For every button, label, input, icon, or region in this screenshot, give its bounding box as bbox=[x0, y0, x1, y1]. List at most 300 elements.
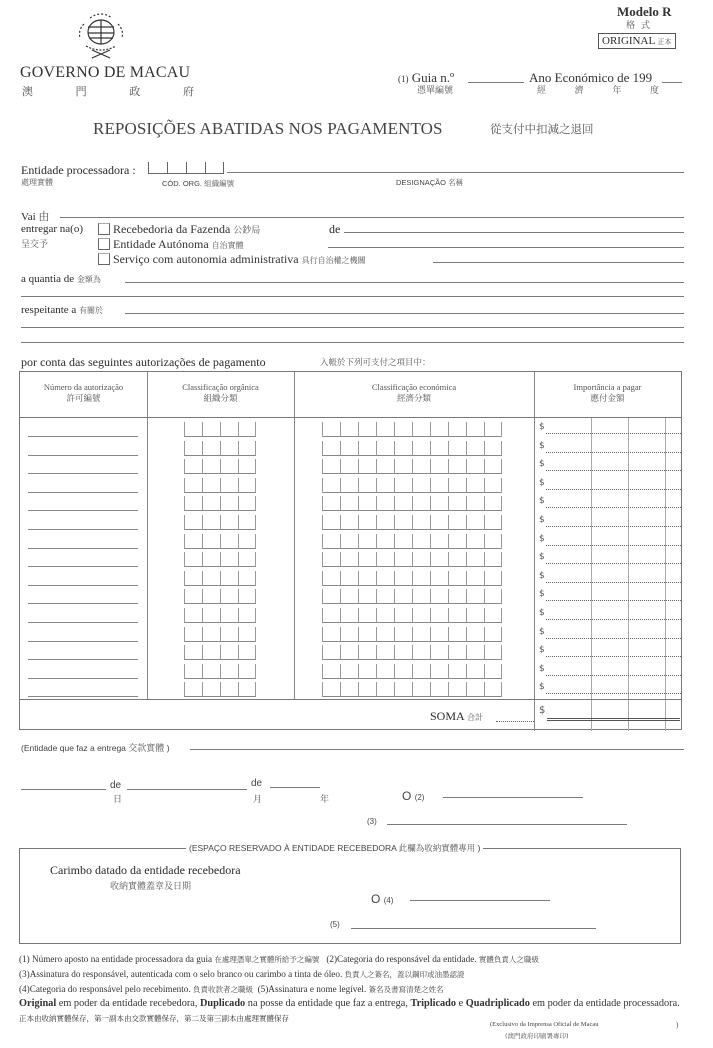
organic-class-digit-box[interactable] bbox=[202, 682, 220, 697]
economic-class-digit-box[interactable] bbox=[412, 608, 430, 623]
economic-class-digit-box[interactable] bbox=[394, 441, 412, 456]
economic-class-digit-box[interactable] bbox=[376, 589, 394, 604]
amount-field[interactable] bbox=[539, 441, 681, 451]
economic-class-digit-box[interactable] bbox=[412, 645, 430, 660]
organic-class-digit-box[interactable] bbox=[184, 589, 202, 604]
auth-number-field[interactable] bbox=[28, 603, 138, 604]
organic-class-digit-box[interactable] bbox=[184, 664, 202, 679]
recebedoria-checkbox[interactable] bbox=[98, 223, 110, 235]
amount-leader-dots bbox=[546, 526, 681, 527]
economic-class-digit-box[interactable] bbox=[394, 459, 412, 474]
economic-class-digit-box[interactable] bbox=[322, 552, 340, 567]
auth-number-field[interactable] bbox=[28, 492, 138, 493]
amount-field[interactable] bbox=[539, 496, 681, 506]
economic-class-digit-box[interactable] bbox=[430, 515, 448, 530]
auth-number-field[interactable] bbox=[28, 678, 138, 679]
economic-class-digit-box[interactable] bbox=[412, 478, 430, 493]
economic-class-digit-box[interactable] bbox=[448, 645, 466, 660]
economic-class-digit-box[interactable] bbox=[466, 589, 484, 604]
de-label: de bbox=[329, 222, 341, 236]
economic-class-digit-box[interactable] bbox=[394, 478, 412, 493]
amount-field[interactable] bbox=[539, 571, 681, 581]
organic-class-digit-box[interactable] bbox=[202, 571, 220, 586]
organic-class-digit-box[interactable] bbox=[184, 496, 202, 511]
org-code-box[interactable] bbox=[148, 162, 167, 174]
amount-field-continued[interactable] bbox=[21, 296, 684, 297]
economic-class-digit-box[interactable] bbox=[484, 682, 502, 697]
economic-class-digit-box[interactable] bbox=[484, 664, 502, 679]
organic-class-digit-box[interactable] bbox=[184, 571, 202, 586]
organic-class-digit-box[interactable] bbox=[238, 515, 256, 530]
economic-class-digit-box[interactable] bbox=[322, 608, 340, 623]
table-row bbox=[20, 476, 681, 494]
amount-field[interactable] bbox=[539, 627, 681, 637]
responsible-category-field[interactable] bbox=[443, 797, 583, 798]
economic-class-boxes bbox=[322, 682, 502, 697]
economic-class-digit-box[interactable] bbox=[376, 552, 394, 567]
economic-class-digit-box[interactable] bbox=[430, 552, 448, 567]
auth-number-field[interactable] bbox=[28, 436, 138, 437]
economic-class-digit-box[interactable] bbox=[322, 422, 340, 437]
auth-number-field[interactable] bbox=[28, 529, 138, 530]
economic-class-digit-box[interactable] bbox=[448, 608, 466, 623]
stamp-label-cjk: 收納實體蓋章及日期 bbox=[110, 882, 192, 892]
organic-class-digit-box[interactable] bbox=[184, 682, 202, 697]
economic-class-digit-box[interactable] bbox=[466, 422, 484, 437]
economic-class-digit-box[interactable] bbox=[430, 441, 448, 456]
economic-class-digit-box[interactable] bbox=[448, 496, 466, 511]
economic-class-digit-box[interactable] bbox=[340, 589, 358, 604]
economic-class-digit-box[interactable] bbox=[322, 459, 340, 474]
economic-class-digit-box[interactable] bbox=[376, 496, 394, 511]
organic-class-digit-box[interactable] bbox=[220, 645, 238, 660]
economic-class-digit-box[interactable] bbox=[448, 571, 466, 586]
organic-class-digit-box[interactable] bbox=[238, 552, 256, 567]
economic-class-digit-box[interactable] bbox=[322, 515, 340, 530]
guia-label-text: Guia n.º bbox=[411, 70, 455, 85]
organic-class-digit-box[interactable] bbox=[184, 534, 202, 549]
authorizations-intro-cjk: 入帳於下列可支付之項目中： bbox=[320, 358, 431, 368]
economic-class-digit-box[interactable] bbox=[340, 515, 358, 530]
organic-class-digit-box[interactable] bbox=[220, 496, 238, 511]
economic-class-digit-box[interactable] bbox=[394, 589, 412, 604]
organic-class-digit-box[interactable] bbox=[238, 627, 256, 642]
economic-class-digit-box[interactable] bbox=[466, 552, 484, 567]
date-de-label: de bbox=[110, 780, 122, 791]
economic-class-digit-box[interactable] bbox=[484, 422, 502, 437]
economic-class-digit-box[interactable] bbox=[412, 682, 430, 697]
economic-class-digit-box[interactable] bbox=[430, 589, 448, 604]
organic-class-digit-box[interactable] bbox=[202, 664, 220, 679]
economic-class-digit-box[interactable] bbox=[430, 645, 448, 660]
economic-class-digit-box[interactable] bbox=[448, 627, 466, 642]
economic-class-digit-box[interactable] bbox=[448, 515, 466, 530]
organic-class-digit-box[interactable] bbox=[202, 608, 220, 623]
auth-number-field[interactable] bbox=[28, 696, 138, 697]
economic-class-digit-box[interactable] bbox=[358, 515, 376, 530]
economic-class-digit-box[interactable] bbox=[484, 627, 502, 642]
organic-class-digit-box[interactable] bbox=[202, 478, 220, 493]
organic-class-digit-box[interactable] bbox=[220, 534, 238, 549]
economic-class-digit-box[interactable] bbox=[412, 459, 430, 474]
document-title: REPOSIÇÕES ABATIDAS NOS PAGAMENTOS bbox=[93, 119, 443, 138]
organic-class-boxes bbox=[184, 552, 256, 567]
currency-symbol: $ bbox=[539, 626, 545, 637]
delivering-entity-field[interactable] bbox=[190, 749, 684, 750]
economic-class-digit-box[interactable] bbox=[340, 608, 358, 623]
organic-class-digit-box[interactable] bbox=[220, 422, 238, 437]
economic-class-digit-box[interactable] bbox=[466, 496, 484, 511]
economic-class-digit-box[interactable] bbox=[340, 664, 358, 679]
economic-class-digit-box[interactable] bbox=[358, 589, 376, 604]
economic-class-digit-box[interactable] bbox=[358, 441, 376, 456]
economic-class-digit-box[interactable] bbox=[430, 571, 448, 586]
auth-number-field[interactable] bbox=[28, 641, 138, 642]
footnote-ref: (2) bbox=[414, 793, 425, 802]
economic-class-digit-box[interactable] bbox=[394, 534, 412, 549]
currency-symbol: $ bbox=[539, 477, 545, 488]
economic-class-digit-box[interactable] bbox=[484, 441, 502, 456]
column-header-text: Número da autorização bbox=[43, 382, 124, 392]
economic-class-digit-box[interactable] bbox=[340, 441, 358, 456]
economic-class-digit-box[interactable] bbox=[340, 478, 358, 493]
economic-class-digit-box[interactable] bbox=[466, 441, 484, 456]
responsible-signature-field[interactable] bbox=[387, 824, 627, 825]
economic-class-digit-box[interactable] bbox=[394, 496, 412, 511]
amount-field[interactable] bbox=[539, 422, 681, 432]
economic-class-digit-box[interactable] bbox=[484, 608, 502, 623]
entidade-autonoma-detail-field[interactable] bbox=[328, 247, 684, 248]
economic-class-digit-box[interactable] bbox=[358, 478, 376, 493]
date-day-field[interactable] bbox=[21, 789, 106, 790]
auth-number-field[interactable] bbox=[28, 473, 138, 474]
organic-class-digit-box[interactable] bbox=[238, 571, 256, 586]
economic-class-digit-box[interactable] bbox=[358, 645, 376, 660]
auth-number-field[interactable] bbox=[28, 585, 138, 586]
organic-class-digit-box[interactable] bbox=[238, 496, 256, 511]
economic-class-digit-box[interactable] bbox=[484, 459, 502, 474]
economic-class-digit-box[interactable] bbox=[322, 534, 340, 549]
economic-class-digit-box[interactable] bbox=[412, 441, 430, 456]
designation-field[interactable] bbox=[227, 172, 684, 173]
date-month-field[interactable] bbox=[127, 789, 247, 790]
amount-leader-dots bbox=[546, 600, 681, 601]
economic-class-digit-box[interactable] bbox=[412, 515, 430, 530]
economic-class-digit-box[interactable] bbox=[394, 422, 412, 437]
entidade-autonoma-checkbox[interactable] bbox=[98, 238, 110, 250]
economic-class-digit-box[interactable] bbox=[340, 552, 358, 567]
auth-number-field[interactable] bbox=[28, 455, 138, 456]
amount-field[interactable] bbox=[539, 589, 681, 599]
auth-number-field[interactable] bbox=[28, 622, 138, 623]
economic-class-digit-box[interactable] bbox=[322, 645, 340, 660]
organic-class-digit-box[interactable] bbox=[220, 459, 238, 474]
organic-class-digit-box[interactable] bbox=[202, 459, 220, 474]
servico-autonomia-detail-field[interactable] bbox=[433, 262, 684, 263]
economic-class-digit-box[interactable] bbox=[322, 571, 340, 586]
economic-class-digit-box[interactable] bbox=[394, 645, 412, 660]
economic-class-digit-box[interactable] bbox=[430, 496, 448, 511]
economic-class-digit-box[interactable] bbox=[412, 627, 430, 642]
economic-class-boxes bbox=[322, 459, 502, 474]
organic-class-digit-box[interactable] bbox=[220, 441, 238, 456]
amount-field[interactable] bbox=[539, 515, 681, 525]
organic-class-digit-box[interactable] bbox=[202, 422, 220, 437]
footnote-3 bbox=[19, 969, 465, 980]
economic-class-digit-box[interactable] bbox=[484, 534, 502, 549]
organic-class-digit-box[interactable] bbox=[220, 515, 238, 530]
organic-class-digit-box[interactable] bbox=[184, 608, 202, 623]
reserved-box-legend bbox=[186, 842, 483, 854]
economic-class-digit-box[interactable] bbox=[340, 682, 358, 697]
delivering-entity-cjk: 交款實體 bbox=[128, 744, 165, 754]
economic-class-digit-box[interactable] bbox=[358, 664, 376, 679]
economic-class-digit-box[interactable] bbox=[340, 496, 358, 511]
economic-class-digit-box[interactable] bbox=[448, 441, 466, 456]
economic-class-digit-box[interactable] bbox=[376, 608, 394, 623]
economic-class-digit-box[interactable] bbox=[358, 496, 376, 511]
auth-number-field[interactable] bbox=[28, 566, 138, 567]
organic-class-digit-box[interactable] bbox=[220, 589, 238, 604]
organic-class-digit-box[interactable] bbox=[184, 478, 202, 493]
economic-class-digit-box[interactable] bbox=[358, 552, 376, 567]
organic-class-digit-box[interactable] bbox=[220, 682, 238, 697]
organic-class-digit-box[interactable] bbox=[220, 478, 238, 493]
economic-class-digit-box[interactable] bbox=[394, 682, 412, 697]
economic-class-digit-box[interactable] bbox=[466, 682, 484, 697]
economic-class-digit-box[interactable] bbox=[448, 552, 466, 567]
economic-class-digit-box[interactable] bbox=[358, 682, 376, 697]
authorizations-intro: por conta das seguintes autorizações de pagamento bbox=[21, 355, 266, 369]
economic-class-digit-box[interactable] bbox=[448, 422, 466, 437]
economic-class-digit-box[interactable] bbox=[394, 664, 412, 679]
organic-class-digit-box[interactable] bbox=[184, 441, 202, 456]
economic-class-digit-box[interactable] bbox=[484, 515, 502, 530]
economic-class-digit-box[interactable] bbox=[394, 552, 412, 567]
economic-class-digit-box[interactable] bbox=[466, 608, 484, 623]
amount-field[interactable] bbox=[539, 534, 681, 544]
economic-class-digit-box[interactable] bbox=[484, 645, 502, 660]
economic-class-digit-box[interactable] bbox=[322, 478, 340, 493]
economic-class-digit-box[interactable] bbox=[412, 589, 430, 604]
economic-class-digit-box[interactable] bbox=[376, 478, 394, 493]
economic-class-digit-box[interactable] bbox=[466, 515, 484, 530]
respecting-field-continued[interactable] bbox=[21, 342, 684, 343]
guia-number-field[interactable] bbox=[468, 82, 524, 83]
economic-class-digit-box[interactable] bbox=[340, 571, 358, 586]
amount-field[interactable] bbox=[539, 608, 681, 618]
receiver-category-field[interactable] bbox=[410, 900, 550, 901]
economic-class-digit-box[interactable] bbox=[340, 534, 358, 549]
economic-class-digit-box[interactable] bbox=[430, 608, 448, 623]
date-year-field[interactable] bbox=[270, 787, 320, 788]
economic-class-digit-box[interactable] bbox=[322, 496, 340, 511]
economic-class-digit-box[interactable] bbox=[412, 664, 430, 679]
economic-class-digit-box[interactable] bbox=[484, 552, 502, 567]
economic-class-digit-box[interactable] bbox=[376, 664, 394, 679]
organic-class-digit-box[interactable] bbox=[202, 441, 220, 456]
economic-class-digit-box[interactable] bbox=[322, 589, 340, 604]
respecting-field[interactable] bbox=[125, 313, 684, 314]
economic-class-digit-box[interactable] bbox=[412, 552, 430, 567]
economic-class-digit-box[interactable] bbox=[484, 496, 502, 511]
economic-class-digit-box[interactable] bbox=[484, 478, 502, 493]
organic-class-digit-box[interactable] bbox=[238, 478, 256, 493]
copy-distribution-note-cjk: 正本由收納實體保存，第一副本由交款實體保存，第二及第三副本由處理實體保存 bbox=[19, 1014, 289, 1023]
organic-class-digit-box[interactable] bbox=[238, 664, 256, 679]
economic-class-digit-box[interactable] bbox=[448, 459, 466, 474]
organic-class-digit-box[interactable] bbox=[202, 515, 220, 530]
economic-class-digit-box[interactable] bbox=[376, 627, 394, 642]
vai-field[interactable] bbox=[60, 217, 684, 218]
sum-total-field[interactable] bbox=[547, 718, 680, 721]
economic-class-digit-box[interactable] bbox=[376, 534, 394, 549]
amount-field[interactable] bbox=[539, 478, 681, 488]
organic-class-digit-box[interactable] bbox=[202, 589, 220, 604]
column-header-cjk: 許可編號 bbox=[66, 394, 101, 404]
organic-class-digit-box[interactable] bbox=[238, 534, 256, 549]
economic-class-digit-box[interactable] bbox=[340, 459, 358, 474]
signature-ref-label: (3) bbox=[367, 817, 377, 826]
economic-class-digit-box[interactable] bbox=[322, 682, 340, 697]
amount-leader-dots bbox=[546, 470, 681, 471]
economic-class-digit-box[interactable] bbox=[466, 478, 484, 493]
economic-class-digit-box[interactable] bbox=[448, 534, 466, 549]
economic-class-digit-box[interactable] bbox=[466, 571, 484, 586]
economic-class-digit-box[interactable] bbox=[412, 571, 430, 586]
org-code-box[interactable] bbox=[167, 162, 186, 174]
economic-class-digit-box[interactable] bbox=[358, 422, 376, 437]
economic-class-digit-box[interactable] bbox=[394, 571, 412, 586]
organic-class-digit-box[interactable] bbox=[184, 552, 202, 567]
economic-class-digit-box[interactable] bbox=[376, 515, 394, 530]
organic-class-boxes bbox=[184, 589, 256, 604]
organic-class-digit-box[interactable] bbox=[184, 627, 202, 642]
economic-class-digit-box[interactable] bbox=[376, 571, 394, 586]
currency-symbol: $ bbox=[539, 589, 545, 600]
organic-class-digit-box[interactable] bbox=[184, 515, 202, 530]
economic-class-digit-box[interactable] bbox=[394, 608, 412, 623]
organic-class-digit-box[interactable] bbox=[220, 627, 238, 642]
cjk-char: 門 bbox=[75, 85, 87, 98]
economic-class-digit-box[interactable] bbox=[466, 534, 484, 549]
auth-number-field[interactable] bbox=[28, 548, 138, 549]
auth-number-field[interactable] bbox=[28, 659, 138, 660]
economic-class-digit-box[interactable] bbox=[466, 459, 484, 474]
org-code-box[interactable] bbox=[186, 162, 205, 174]
amount-leader-dots bbox=[546, 507, 681, 508]
receiver-signature-field[interactable] bbox=[351, 928, 596, 929]
organic-class-digit-box[interactable] bbox=[184, 645, 202, 660]
economic-class-digit-box[interactable] bbox=[322, 441, 340, 456]
organic-class-digit-box[interactable] bbox=[202, 645, 220, 660]
amount-field[interactable] bbox=[539, 664, 681, 674]
servico-autonomia-checkbox[interactable] bbox=[98, 253, 110, 265]
economic-class-digit-box[interactable] bbox=[376, 441, 394, 456]
organic-class-digit-box[interactable] bbox=[202, 627, 220, 642]
economic-class-digit-box[interactable] bbox=[376, 645, 394, 660]
organic-class-digit-box[interactable] bbox=[184, 459, 202, 474]
economic-class-digit-box[interactable] bbox=[484, 589, 502, 604]
economic-class-digit-box[interactable] bbox=[340, 645, 358, 660]
economic-class-digit-box[interactable] bbox=[358, 627, 376, 642]
organic-class-digit-box[interactable] bbox=[238, 459, 256, 474]
organic-class-digit-box[interactable] bbox=[202, 534, 220, 549]
organic-class-digit-box[interactable] bbox=[238, 589, 256, 604]
organic-class-digit-box[interactable] bbox=[238, 645, 256, 660]
economic-class-digit-box[interactable] bbox=[448, 478, 466, 493]
economic-class-digit-box[interactable] bbox=[340, 422, 358, 437]
respecting-field-continued[interactable] bbox=[21, 327, 684, 328]
organic-class-digit-box[interactable] bbox=[238, 441, 256, 456]
organic-class-digit-box[interactable] bbox=[220, 571, 238, 586]
economic-class-digit-box[interactable] bbox=[376, 422, 394, 437]
economic-class-digit-box[interactable] bbox=[322, 664, 340, 679]
stamp-label: Carimbo datado da entidade recebedora bbox=[50, 863, 241, 877]
economic-class-digit-box[interactable] bbox=[466, 627, 484, 642]
org-code-box[interactable] bbox=[205, 162, 224, 174]
economic-class-digit-box[interactable] bbox=[430, 682, 448, 697]
economic-class-digit-box[interactable] bbox=[340, 627, 358, 642]
economic-class-digit-box[interactable] bbox=[430, 534, 448, 549]
economic-class-digit-box[interactable] bbox=[430, 422, 448, 437]
economic-class-digit-box[interactable] bbox=[358, 571, 376, 586]
economic-class-digit-box[interactable] bbox=[430, 627, 448, 642]
economic-class-digit-box[interactable] bbox=[358, 459, 376, 474]
economic-class-digit-box[interactable] bbox=[376, 459, 394, 474]
amount-field[interactable] bbox=[539, 645, 681, 655]
economic-class-digit-box[interactable] bbox=[448, 664, 466, 679]
economic-class-digit-box[interactable] bbox=[430, 459, 448, 474]
amount-field[interactable] bbox=[539, 682, 681, 692]
organic-class-digit-box[interactable] bbox=[220, 552, 238, 567]
economic-class-digit-box[interactable] bbox=[394, 515, 412, 530]
economic-class-digit-box[interactable] bbox=[412, 496, 430, 511]
organic-class-digit-box[interactable] bbox=[238, 422, 256, 437]
organic-class-digit-box[interactable] bbox=[220, 608, 238, 623]
economic-class-digit-box[interactable] bbox=[448, 682, 466, 697]
organic-class-boxes bbox=[184, 478, 256, 493]
economic-class-digit-box[interactable] bbox=[466, 664, 484, 679]
amount-field[interactable] bbox=[539, 459, 681, 469]
economic-class-digit-box[interactable] bbox=[448, 589, 466, 604]
amount-field[interactable] bbox=[539, 552, 681, 562]
economic-class-digit-box[interactable] bbox=[412, 422, 430, 437]
processing-entity-cjk: 處理實體 bbox=[21, 178, 53, 187]
organic-class-digit-box[interactable] bbox=[202, 552, 220, 567]
economic-class-digit-box[interactable] bbox=[322, 627, 340, 642]
fiscal-year-field[interactable] bbox=[662, 82, 682, 83]
economic-class-digit-box[interactable] bbox=[358, 608, 376, 623]
amount-field[interactable] bbox=[125, 282, 684, 283]
vai-label-cjk: 由 bbox=[38, 210, 50, 223]
organic-class-digit-box[interactable] bbox=[238, 682, 256, 697]
economic-class-digit-box[interactable] bbox=[430, 478, 448, 493]
economic-class-digit-box[interactable] bbox=[394, 627, 412, 642]
auth-number-field[interactable] bbox=[28, 510, 138, 511]
economic-class-digit-box[interactable] bbox=[376, 682, 394, 697]
organic-class-digit-box[interactable] bbox=[202, 496, 220, 511]
organic-class-digit-box[interactable] bbox=[220, 664, 238, 679]
economic-class-digit-box[interactable] bbox=[412, 534, 430, 549]
economic-class-digit-box[interactable] bbox=[484, 571, 502, 586]
economic-class-digit-box[interactable] bbox=[466, 645, 484, 660]
economic-class-digit-box[interactable] bbox=[358, 534, 376, 549]
economic-class-digit-box[interactable] bbox=[430, 664, 448, 679]
organic-class-digit-box[interactable] bbox=[238, 608, 256, 623]
recebedoria-detail-field[interactable] bbox=[344, 232, 684, 233]
organic-class-digit-box[interactable] bbox=[184, 422, 202, 437]
